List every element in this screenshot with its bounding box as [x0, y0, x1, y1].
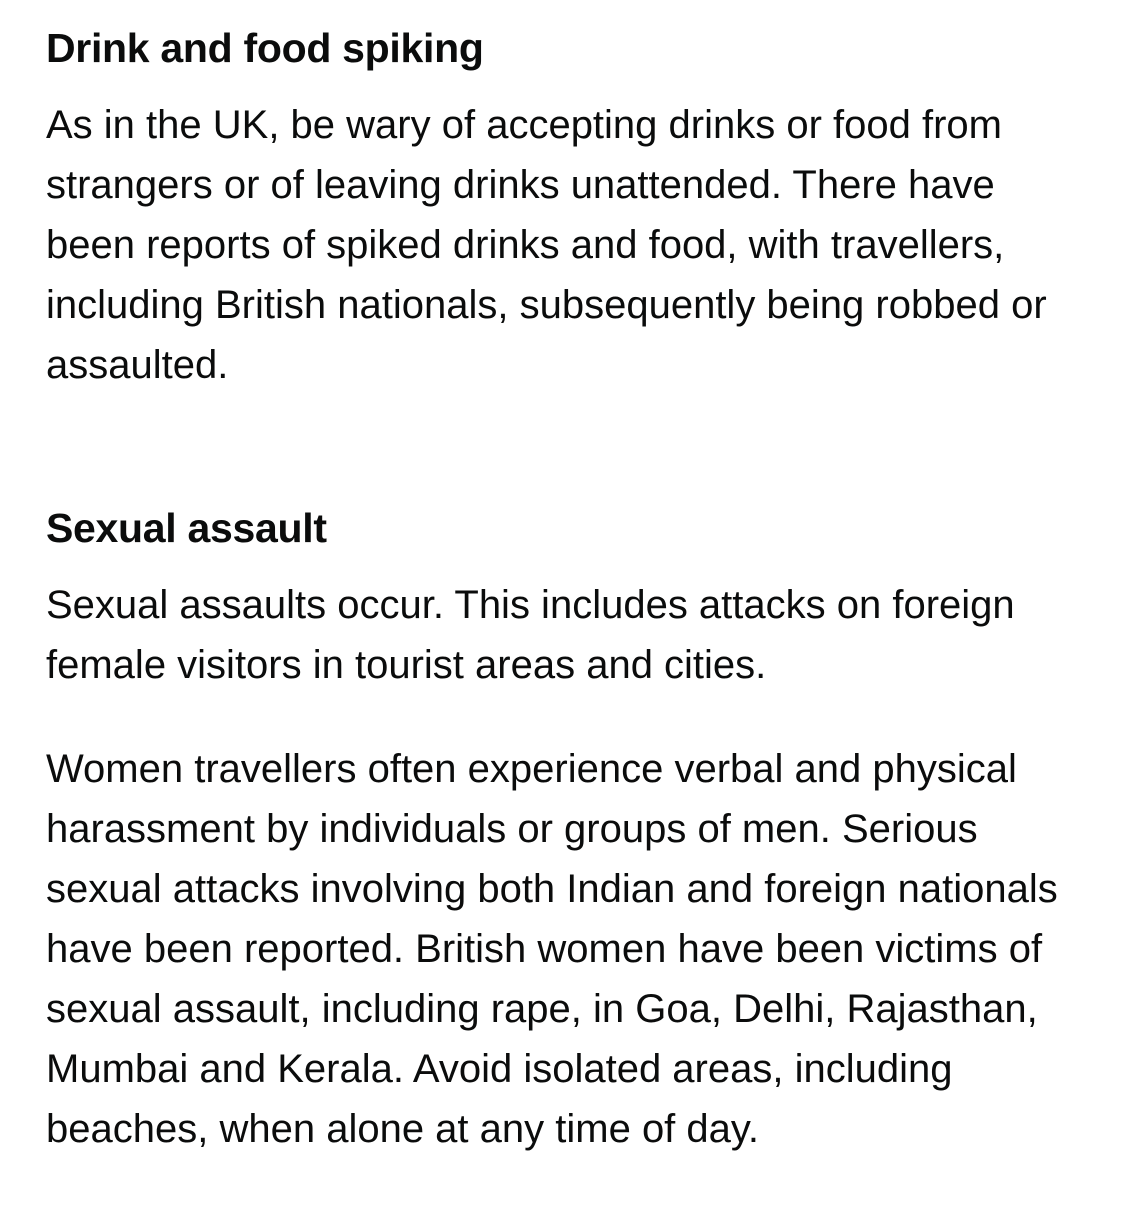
section-heading-sexual-assault: Sexual assault	[46, 505, 327, 551]
sexual-assault-paragraph-1: Sexual assaults occur. This includes attacks on foreign female visitors in tourist areas and cities.	[46, 583, 1015, 687]
section-heading-drink-food-spiking: Drink and food spiking	[46, 25, 484, 71]
drink-spiking-paragraph: As in the UK, be wary of accepting drinks or food from strangers or of leaving drinks unattended. There have been reports of spiked drinks and food, with travellers, including British nationals, subsequently being robbed or assaulted.	[46, 103, 1047, 387]
sexual-assault-paragraph-2: Women travellers often experience verbal and physical harassment by individuals or groups of men. Serious sexual attacks involving both Indian and foreign nationals have been reported. British women have been victims of sexual assault, including rape, in Goa, Delhi, Rajasthan, Mumbai and Kerala. Avoid isolated areas, including beaches, when alone at any time of day.	[46, 747, 1058, 1151]
